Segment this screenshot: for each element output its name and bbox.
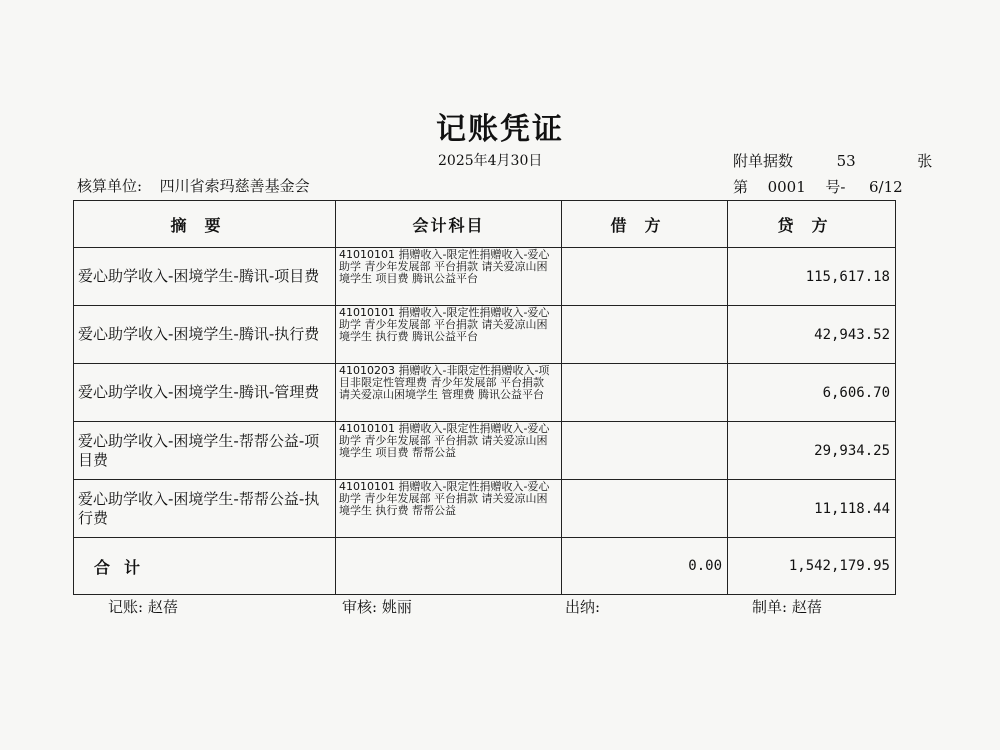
table-row (74, 364, 896, 422)
bookkeeper-label: 记账: (108, 598, 144, 616)
row-debit (562, 364, 728, 422)
row-credit: 6,606.70 (728, 364, 896, 422)
voucher-number (733, 176, 903, 197)
row-account: 41010101 捐赠收入-限定性捐赠收入-爱心助学 青少年发展部 平台捐款 请关爱凉山困境学生 执行费 腾讯公益平台 (336, 306, 562, 364)
unit-name: 四川省索玛慈善基金会 (159, 177, 310, 195)
table-header-row (74, 201, 896, 248)
attachment-number: 53 (836, 152, 856, 170)
header-debit: 借方 (562, 201, 728, 248)
total-debit: 0.00 (562, 538, 728, 595)
row-account: 41010203 捐赠收入-非限定性捐赠收入-项目非限定性管理费 青少年发展部 平台捐款 请关爱凉山困境学生 管理费 腾讯公益平台 (336, 364, 562, 422)
voucher-title: 记账凭证 (436, 112, 564, 147)
voucher-date: 2025年4月30日 (438, 153, 543, 169)
voucher-table (73, 200, 896, 595)
reviewer-label: 审核: (342, 598, 378, 616)
total-row (74, 538, 896, 595)
table-row (74, 248, 896, 306)
voucher-no: 0001 (767, 178, 806, 196)
row-summary: 爱心助学收入-困境学生-帮帮公益-项目费 (74, 422, 336, 480)
row-credit: 115,617.18 (728, 248, 896, 306)
attachment-count (733, 150, 932, 171)
voucher-prefix: 第 (733, 178, 749, 196)
attachment-unit: 张 (917, 152, 933, 170)
cashier-label: 出纳: (565, 598, 601, 616)
row-summary: 爱心助学收入-困境学生-腾讯-管理费 (74, 364, 336, 422)
row-account: 41010101 捐赠收入-限定性捐赠收入-爱心助学 青少年发展部 平台捐款 请关爱凉山困境学生 项目费 帮帮公益 (336, 422, 562, 480)
row-account: 41010101 捐赠收入-限定性捐赠收入-爱心助学 青少年发展部 平台捐款 请关爱凉山困境学生 项目费 腾讯公益平台 (336, 248, 562, 306)
bookkeeper-signature (108, 596, 178, 617)
row-credit: 29,934.25 (728, 422, 896, 480)
reviewer-name: 姚丽 (381, 598, 412, 616)
reviewer-signature (342, 596, 412, 617)
row-summary: 爱心助学收入-困境学生-腾讯-项目费 (74, 248, 336, 306)
table-row (74, 306, 896, 364)
header-summary: 摘要 (74, 201, 336, 248)
row-debit (562, 480, 728, 538)
table-row (74, 422, 896, 480)
table-row (74, 480, 896, 538)
row-credit: 11,118.44 (728, 480, 896, 538)
cashier-signature (565, 596, 600, 617)
unit-label: 核算单位: (77, 177, 143, 195)
accounting-unit (77, 175, 310, 196)
header-account: 会计科目 (336, 201, 562, 248)
voucher-suffix: 号- (825, 178, 846, 196)
row-summary: 爱心助学收入-困境学生-腾讯-执行费 (74, 306, 336, 364)
total-credit: 1,542,179.95 (728, 538, 896, 595)
row-debit (562, 248, 728, 306)
preparer-name: 赵蓓 (791, 598, 822, 616)
voucher-page: 6/12 (868, 178, 903, 196)
row-account: 41010101 捐赠收入-限定性捐赠收入-爱心助学 青少年发展部 平台捐款 请关爱凉山困境学生 执行费 帮帮公益 (336, 480, 562, 538)
total-account-empty (336, 538, 562, 595)
attachment-label: 附单据数 (733, 152, 794, 170)
preparer-label: 制单: (752, 598, 788, 616)
row-credit: 42,943.52 (728, 306, 896, 364)
row-summary: 爱心助学收入-困境学生-帮帮公益-执行费 (74, 480, 336, 538)
preparer-signature (752, 596, 822, 617)
bookkeeper-name: 赵蓓 (147, 598, 178, 616)
header-credit: 贷方 (728, 201, 896, 248)
row-debit (562, 422, 728, 480)
row-debit (562, 306, 728, 364)
total-label: 合计 (74, 538, 336, 595)
